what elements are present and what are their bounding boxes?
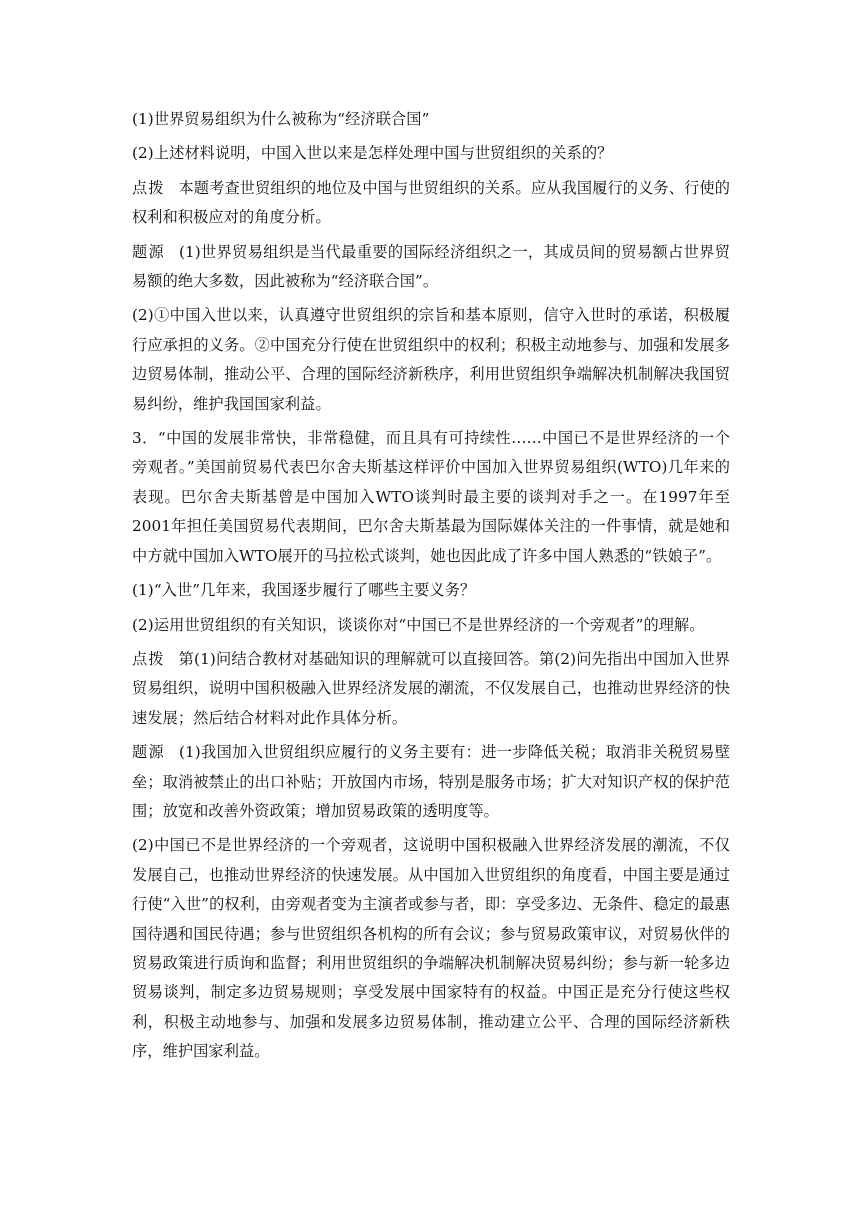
hint-label: 点拨: [132, 178, 165, 197]
question-3-sub-2: (2)运用世贸组织的有关知识，谈谈你对“中国已不是世界经济的一个旁观者”的理解。: [132, 615, 705, 634]
hint-text: 本题考查世贸组织的地位及中国与世贸组织的关系。应从我国履行的义务、行使的权利和积极应对的角度分析。: [132, 178, 731, 227]
question-3-hint: [132, 645, 730, 733]
question-3-sub-1: (1)“入世”几年来，我国逐步履行了哪些主要义务？: [132, 581, 476, 600]
hint-text: 第(1)问结合教材对基础知识的理解就可以直接回答。第(2)问先指出中国加入世界贸易组织，说明中国积极融入世界经济发展的潮流，不仅发展自己，也推动世界经济的快速发展；然后结合材料对此作具体分析。: [132, 649, 731, 727]
answer-label: 题源: [132, 242, 165, 261]
question-3-answer-2: (2)中国已不是世界经济的一个旁观者，这说明中国积极融入世界经济发展的潮流，不仅发展自己，也推动世界经济的快速发展。从中国加入世贸组织的角度看，中国主要是通过行使“入世”的权利，由旁观者变为主演者或参与者，即：享受多边、无条件、稳定的最惠国待遇和国民待遇；参与世贸组织各机构的所有会议；参与贸易政策审议，对贸易伙伴的贸易政策进行质询和监督；利用世贸组织的争端解决机制解决贸易纠纷；参与新一轮多边贸易谈判，制定多边贸易规则；享受发展中国家特有的权益。中国正是充分行使这些权利，积极主动地参与、加强和发展多边贸易体制，推动建立公平、合理的国际经济新秩序，维护国家利益。: [132, 836, 730, 1061]
hint-label: 点拨: [132, 649, 165, 668]
answer-label: 题源: [132, 743, 165, 762]
question-2-answer-1: [132, 238, 730, 297]
question-3-stem: 3．“中国的发展非常快，非常稳健，而且具有可持续性……中国已不是世界经济的一个旁观者。”美国前贸易代表巴尔舍夫斯基这样评价中国加入世界贸易组织(WTO)几年来的表现。巴尔舍夫斯基曾是中国加入WTO谈判时最主要的谈判对手之一。在1997年至2001年担任美国贸易代表期间，巴尔舍夫斯基最为国际媒体关注的一件事情，就是她和中方就中国加入WTO展开的马拉松式谈判，她也因此成了许多中国人熟悉的“铁娘子”。: [132, 429, 730, 565]
question-2-sub-2: (2)上述材料说明，中国入世以来是怎样处理中国与世贸组织的关系的？: [132, 144, 613, 163]
question-2-hint: [132, 174, 730, 233]
question-2-answer-2: (2)①中国入世以来，认真遵守世贸组织的宗旨和基本原则，信守入世时的承诺，积极履行应承担的义务。②中国充分行使在世贸组织中的权利；积极主动地参与、加强和发展多边贸易体制，推动公平、合理的国际经济新秩序，利用世贸组织争端解决机制解决我国贸易纠纷，维护我国国家利益。: [132, 306, 730, 413]
question-3-answer-1: [132, 738, 730, 826]
document-page: [132, 105, 730, 1072]
answer-text: (1)我国加入世贸组织应履行的义务主要有：进一步降低关税；取消非关税贸易壁垒；取消被禁止的出口补贴；开放国内市场，特别是服务市场；扩大对知识产权的保护范围；放宽和改善外资政策；增加贸易政策的透明度等。: [132, 743, 730, 820]
question-2-sub-1: (1)世界贸易组织为什么被称为“经济联合国”: [132, 110, 430, 128]
answer-text: (1)世界贸易组织是当代最重要的国际经济组织之一，其成员间的贸易额占世界贸易额的绝大多数，因此被称为“经济联合国”。: [132, 242, 730, 291]
